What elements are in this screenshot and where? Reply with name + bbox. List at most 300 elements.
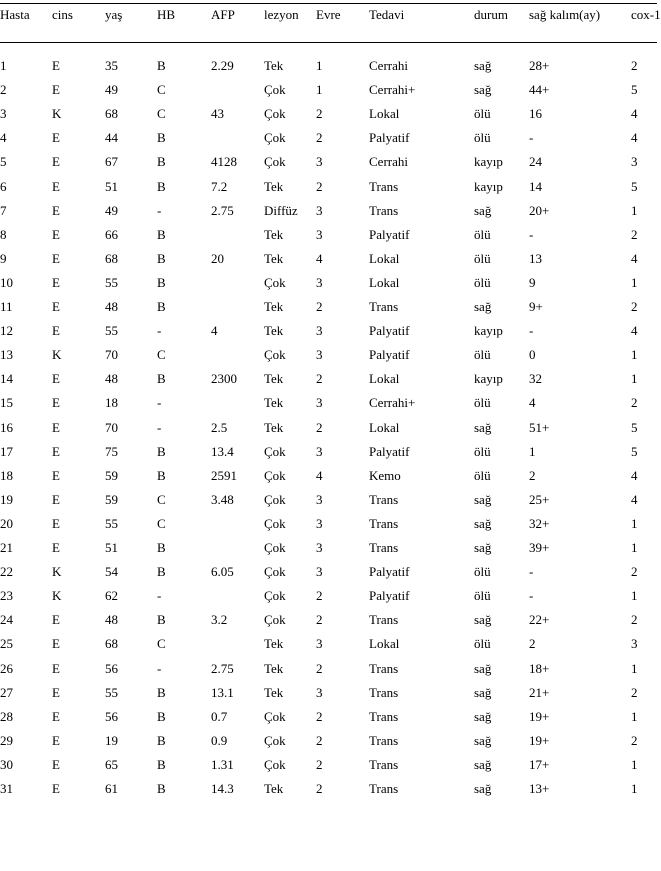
cell-lezyon: Çok (264, 492, 286, 507)
cell-sag-kalim: 44+ (529, 82, 550, 97)
cell-durum: sağ (474, 203, 492, 218)
cell-hb: B (157, 781, 166, 796)
cell-cins: E (52, 395, 60, 410)
cell-evre: 3 (316, 540, 323, 555)
header-cox-1: cox-1 (631, 7, 661, 22)
cell-evre: 2 (316, 781, 323, 796)
cell-cins: E (52, 323, 60, 338)
cell-tedavi: Lokal (369, 371, 400, 386)
cell-afp: 43 (211, 106, 224, 121)
cell-lezyon: Çok (264, 468, 286, 483)
cell-durum: kayıp (474, 179, 503, 194)
cell-cox-1: 4 (631, 492, 638, 507)
cell-hasta: 22 (0, 564, 13, 579)
cell-evre: 2 (316, 130, 323, 145)
cell-durum: ölü (474, 564, 491, 579)
cell-tedavi: Trans (369, 685, 399, 700)
header-hasta: Hasta (0, 7, 30, 22)
cell-cox-1: 5 (631, 82, 638, 97)
cell-hb: C (157, 106, 166, 121)
cell-evre: 3 (316, 685, 323, 700)
cell-durum: sağ (474, 516, 492, 531)
cell-durum: sağ (474, 58, 492, 73)
cell-evre: 2 (316, 757, 323, 772)
cell-evre: 1 (316, 58, 323, 73)
cell-hasta: 2 (0, 82, 7, 97)
cell-durum: ölü (474, 468, 491, 483)
cell-sag-kalim: 2 (529, 468, 536, 483)
cell-yas: 55 (105, 516, 118, 531)
cell-durum: sağ (474, 492, 492, 507)
cell-hasta: 30 (0, 757, 13, 772)
cell-yas: 49 (105, 82, 118, 97)
cell-hb: B (157, 733, 166, 748)
cell-cins: E (52, 444, 60, 459)
cell-durum: ölü (474, 251, 491, 266)
cell-durum: sağ (474, 781, 492, 796)
cell-afp: 13.1 (211, 685, 234, 700)
cell-evre: 3 (316, 444, 323, 459)
cell-cox-1: 2 (631, 564, 638, 579)
cell-yas: 18 (105, 395, 118, 410)
cell-evre: 2 (316, 299, 323, 314)
cell-sag-kalim: 28+ (529, 58, 550, 73)
cell-cins: E (52, 251, 60, 266)
cell-yas: 65 (105, 757, 118, 772)
cell-sag-kalim: 19+ (529, 709, 550, 724)
cell-yas: 48 (105, 299, 118, 314)
cell-hb: B (157, 371, 166, 386)
cell-lezyon: Tek (264, 395, 284, 410)
cell-tedavi: Lokal (369, 636, 400, 651)
cell-cox-1: 4 (631, 106, 638, 121)
cell-evre: 2 (316, 588, 323, 603)
cell-afp: 13.4 (211, 444, 234, 459)
cell-evre: 2 (316, 420, 323, 435)
cell-sag-kalim: 13+ (529, 781, 550, 796)
cell-hasta: 7 (0, 203, 7, 218)
cell-cins: E (52, 371, 60, 386)
cell-cox-1: 2 (631, 395, 638, 410)
cell-yas: 68 (105, 106, 118, 121)
cell-lezyon: Tek (264, 58, 284, 73)
cell-lezyon: Çok (264, 733, 286, 748)
cell-durum: sağ (474, 757, 492, 772)
cell-evre: 2 (316, 371, 323, 386)
cell-lezyon: Çok (264, 588, 286, 603)
cell-hasta: 12 (0, 323, 13, 338)
cell-durum: sağ (474, 420, 492, 435)
cell-cox-1: 5 (631, 420, 638, 435)
cell-durum: ölü (474, 106, 491, 121)
cell-afp: 20 (211, 251, 224, 266)
cell-hb: B (157, 251, 166, 266)
cell-afp: 7.2 (211, 179, 228, 194)
cell-cox-1: 1 (631, 516, 638, 531)
header-evre: Evre (316, 7, 341, 22)
cell-lezyon: Tek (264, 636, 284, 651)
cell-yas: 48 (105, 612, 118, 627)
cell-lezyon: Tek (264, 661, 284, 676)
cell-sag-kalim: 39+ (529, 540, 550, 555)
cell-lezyon: Tek (264, 179, 284, 194)
cell-lezyon: Tek (264, 371, 284, 386)
cell-hb: C (157, 516, 166, 531)
cell-tedavi: Trans (369, 733, 399, 748)
cell-cins: K (52, 564, 62, 579)
cell-durum: sağ (474, 733, 492, 748)
cell-tedavi: Kemo (369, 468, 401, 483)
cell-hasta: 14 (0, 371, 13, 386)
cell-durum: ölü (474, 444, 491, 459)
cell-hb: B (157, 612, 166, 627)
cell-durum: ölü (474, 130, 491, 145)
cell-tedavi: Trans (369, 781, 399, 796)
cell-lezyon: Tek (264, 299, 284, 314)
cell-yas: 61 (105, 781, 118, 796)
cell-hasta: 6 (0, 179, 7, 194)
cell-evre: 3 (316, 275, 323, 290)
cell-durum: sağ (474, 540, 492, 555)
cell-hasta: 9 (0, 251, 7, 266)
cell-cins: E (52, 685, 60, 700)
cell-sag-kalim: - (529, 323, 534, 338)
cell-sag-kalim: 1 (529, 444, 536, 459)
cell-cox-1: 1 (631, 661, 638, 676)
cell-tedavi: Trans (369, 492, 399, 507)
cell-hasta: 8 (0, 227, 7, 242)
cell-durum: kayıp (474, 154, 503, 169)
cell-yas: 68 (105, 251, 118, 266)
table-top-rule (0, 3, 657, 4)
cell-yas: 55 (105, 685, 118, 700)
cell-sag-kalim: 32 (529, 371, 542, 386)
cell-sag-kalim: - (529, 564, 534, 579)
cell-tedavi: Trans (369, 661, 399, 676)
cell-sag-kalim: 32+ (529, 516, 550, 531)
cell-cins: E (52, 420, 60, 435)
cell-sag-kalim: 19+ (529, 733, 550, 748)
cell-yas: 62 (105, 588, 118, 603)
cell-yas: 51 (105, 179, 118, 194)
cell-hb: - (157, 661, 162, 676)
cell-hasta: 25 (0, 636, 13, 651)
cell-evre: 3 (316, 203, 323, 218)
cell-cins: E (52, 636, 60, 651)
cell-cox-1: 1 (631, 347, 638, 362)
cell-hb: B (157, 58, 166, 73)
cell-hb: - (157, 420, 162, 435)
cell-lezyon: Çok (264, 106, 286, 121)
cell-hb: C (157, 347, 166, 362)
cell-cins: E (52, 781, 60, 796)
cell-cox-1: 4 (631, 468, 638, 483)
cell-sag-kalim: 16 (529, 106, 542, 121)
cell-sag-kalim: 17+ (529, 757, 550, 772)
cell-tedavi: Palyatif (369, 130, 410, 145)
cell-afp: 6.05 (211, 564, 234, 579)
cell-yas: 48 (105, 371, 118, 386)
cell-cox-1: 4 (631, 323, 638, 338)
cell-lezyon: Tek (264, 227, 284, 242)
cell-afp: 4128 (211, 154, 237, 169)
cell-cins: E (52, 227, 60, 242)
cell-cox-1: 2 (631, 733, 638, 748)
cell-lezyon: Çok (264, 540, 286, 555)
cell-yas: 35 (105, 58, 118, 73)
cell-lezyon: Çok (264, 757, 286, 772)
cell-hb: B (157, 564, 166, 579)
cell-tedavi: Palyatif (369, 323, 410, 338)
cell-lezyon: Diffüz (264, 203, 298, 218)
cell-evre: 3 (316, 227, 323, 242)
cell-lezyon: Çok (264, 130, 286, 145)
cell-lezyon: Çok (264, 154, 286, 169)
cell-sag-kalim: 14 (529, 179, 542, 194)
cell-hb: B (157, 299, 166, 314)
cell-yas: 49 (105, 203, 118, 218)
cell-cins: E (52, 275, 60, 290)
cell-sag-kalim: - (529, 227, 534, 242)
cell-evre: 2 (316, 733, 323, 748)
cell-cox-1: 3 (631, 636, 638, 651)
cell-tedavi: Cerrahi+ (369, 82, 416, 97)
cell-evre: 2 (316, 179, 323, 194)
cell-lezyon: Tek (264, 685, 284, 700)
cell-sag-kalim: 51+ (529, 420, 550, 435)
cell-durum: sağ (474, 709, 492, 724)
cell-tedavi: Lokal (369, 251, 400, 266)
cell-tedavi: Trans (369, 516, 399, 531)
cell-evre: 3 (316, 323, 323, 338)
cell-sag-kalim: - (529, 130, 534, 145)
cell-yas: 44 (105, 130, 118, 145)
cell-cox-1: 2 (631, 58, 638, 73)
cell-hasta: 11 (0, 299, 13, 314)
cell-cins: E (52, 612, 60, 627)
cell-hasta: 26 (0, 661, 13, 676)
cell-afp: 1.31 (211, 757, 234, 772)
cell-evre: 2 (316, 612, 323, 627)
cell-cox-1: 3 (631, 154, 638, 169)
header-durum: durum (474, 7, 508, 22)
cell-hb: B (157, 540, 166, 555)
cell-lezyon: Çok (264, 612, 286, 627)
cell-hb: B (157, 757, 166, 772)
cell-tedavi: Trans (369, 757, 399, 772)
cell-hasta: 13 (0, 347, 13, 362)
cell-sag-kalim: 25+ (529, 492, 550, 507)
cell-hb: C (157, 636, 166, 651)
header-cins: cins (52, 7, 73, 22)
cell-tedavi: Lokal (369, 275, 400, 290)
cell-cox-1: 2 (631, 685, 638, 700)
cell-lezyon: Çok (264, 709, 286, 724)
cell-lezyon: Çok (264, 564, 286, 579)
cell-durum: ölü (474, 588, 491, 603)
cell-cins: E (52, 154, 60, 169)
cell-afp: 2.75 (211, 203, 234, 218)
cell-cins: E (52, 203, 60, 218)
cell-cins: E (52, 516, 60, 531)
cell-cox-1: 2 (631, 299, 638, 314)
cell-durum: kayıp (474, 371, 503, 386)
cell-cox-1: 5 (631, 179, 638, 194)
cell-afp: 2300 (211, 371, 237, 386)
cell-cox-1: 1 (631, 709, 638, 724)
cell-durum: kayıp (474, 323, 503, 338)
cell-cox-1: 4 (631, 251, 638, 266)
cell-hb: B (157, 709, 166, 724)
cell-evre: 3 (316, 347, 323, 362)
cell-cins: E (52, 540, 60, 555)
cell-yas: 75 (105, 444, 118, 459)
cell-durum: sağ (474, 612, 492, 627)
cell-yas: 70 (105, 420, 118, 435)
cell-hb: B (157, 444, 166, 459)
cell-yas: 56 (105, 661, 118, 676)
cell-sag-kalim: 4 (529, 395, 536, 410)
cell-hb: C (157, 492, 166, 507)
cell-cins: E (52, 757, 60, 772)
cell-cins: E (52, 299, 60, 314)
cell-durum: ölü (474, 636, 491, 651)
cell-hasta: 10 (0, 275, 13, 290)
cell-hb: B (157, 275, 166, 290)
cell-durum: ölü (474, 395, 491, 410)
cell-sag-kalim: 9 (529, 275, 536, 290)
cell-hasta: 16 (0, 420, 13, 435)
cell-durum: ölü (474, 227, 491, 242)
cell-tedavi: Palyatif (369, 227, 410, 242)
cell-lezyon: Tek (264, 420, 284, 435)
cell-durum: ölü (474, 275, 491, 290)
cell-tedavi: Trans (369, 540, 399, 555)
cell-lezyon: Tek (264, 323, 284, 338)
cell-cins: K (52, 588, 62, 603)
cell-sag-kalim: 18+ (529, 661, 550, 676)
cell-yas: 59 (105, 492, 118, 507)
cell-cox-1: 1 (631, 781, 638, 796)
cell-hb: B (157, 130, 166, 145)
cell-hasta: 21 (0, 540, 13, 555)
cell-hasta: 29 (0, 733, 13, 748)
cell-hasta: 4 (0, 130, 7, 145)
cell-yas: 68 (105, 636, 118, 651)
cell-tedavi: Trans (369, 299, 399, 314)
cell-cins: E (52, 179, 60, 194)
cell-durum: sağ (474, 661, 492, 676)
cell-hasta: 19 (0, 492, 13, 507)
cell-sag-kalim: 13 (529, 251, 542, 266)
cell-hb: B (157, 468, 166, 483)
cell-evre: 2 (316, 106, 323, 121)
cell-hasta: 1 (0, 58, 7, 73)
cell-hb: B (157, 154, 166, 169)
cell-cox-1: 1 (631, 588, 638, 603)
cell-cox-1: 1 (631, 371, 638, 386)
cell-evre: 3 (316, 154, 323, 169)
cell-cins: E (52, 130, 60, 145)
header-hb: HB (157, 7, 176, 22)
header-lezyon: lezyon (264, 7, 299, 22)
cell-lezyon: Tek (264, 251, 284, 266)
cell-afp: 2591 (211, 468, 237, 483)
cell-cins: E (52, 468, 60, 483)
cell-yas: 19 (105, 733, 118, 748)
cell-evre: 3 (316, 636, 323, 651)
cell-tedavi: Cerrahi (369, 154, 408, 169)
cell-evre: 3 (316, 516, 323, 531)
header-yas: yaş (105, 7, 123, 22)
cell-cins: E (52, 492, 60, 507)
cell-cins: K (52, 347, 62, 362)
cell-hasta: 31 (0, 781, 13, 796)
cell-sag-kalim: 9+ (529, 299, 543, 314)
cell-evre: 3 (316, 492, 323, 507)
cell-hasta: 28 (0, 709, 13, 724)
cell-lezyon: Çok (264, 516, 286, 531)
cell-cox-1: 2 (631, 612, 638, 627)
cell-lezyon: Tek (264, 781, 284, 796)
cell-cins: E (52, 661, 60, 676)
cell-sag-kalim: 20+ (529, 203, 550, 218)
cell-hasta: 20 (0, 516, 13, 531)
cell-evre: 2 (316, 709, 323, 724)
cell-yas: 55 (105, 275, 118, 290)
cell-tedavi: Palyatif (369, 444, 410, 459)
cell-tedavi: Trans (369, 709, 399, 724)
cell-afp: 3.2 (211, 612, 228, 627)
cell-cins: E (52, 82, 60, 97)
cell-sag-kalim: 24 (529, 154, 542, 169)
cell-yas: 54 (105, 564, 118, 579)
cell-hasta: 24 (0, 612, 13, 627)
cell-hasta: 15 (0, 395, 13, 410)
cell-afp: 0.7 (211, 709, 228, 724)
cell-lezyon: Çok (264, 347, 286, 362)
cell-durum: sağ (474, 685, 492, 700)
cell-evre: 2 (316, 661, 323, 676)
table-header-rule (0, 42, 657, 43)
cell-cox-1: 2 (631, 227, 638, 242)
cell-durum: ölü (474, 347, 491, 362)
cell-yas: 55 (105, 323, 118, 338)
cell-tedavi: Trans (369, 179, 399, 194)
cell-tedavi: Lokal (369, 106, 400, 121)
cell-tedavi: Palyatif (369, 564, 410, 579)
cell-yas: 70 (105, 347, 118, 362)
cell-lezyon: Çok (264, 82, 286, 97)
cell-yas: 66 (105, 227, 118, 242)
cell-evre: 3 (316, 564, 323, 579)
cell-tedavi: Palyatif (369, 347, 410, 362)
cell-yas: 59 (105, 468, 118, 483)
cell-cins: E (52, 733, 60, 748)
cell-yas: 56 (105, 709, 118, 724)
cell-tedavi: Cerrahi (369, 58, 408, 73)
cell-hb: - (157, 395, 162, 410)
cell-cins: K (52, 106, 62, 121)
cell-afp: 3.48 (211, 492, 234, 507)
cell-hasta: 3 (0, 106, 7, 121)
cell-hasta: 17 (0, 444, 13, 459)
cell-durum: sağ (474, 82, 492, 97)
cell-afp: 0.9 (211, 733, 228, 748)
header-tedavi: Tedavi (369, 7, 405, 22)
cell-sag-kalim: 2 (529, 636, 536, 651)
cell-afp: 2.75 (211, 661, 234, 676)
